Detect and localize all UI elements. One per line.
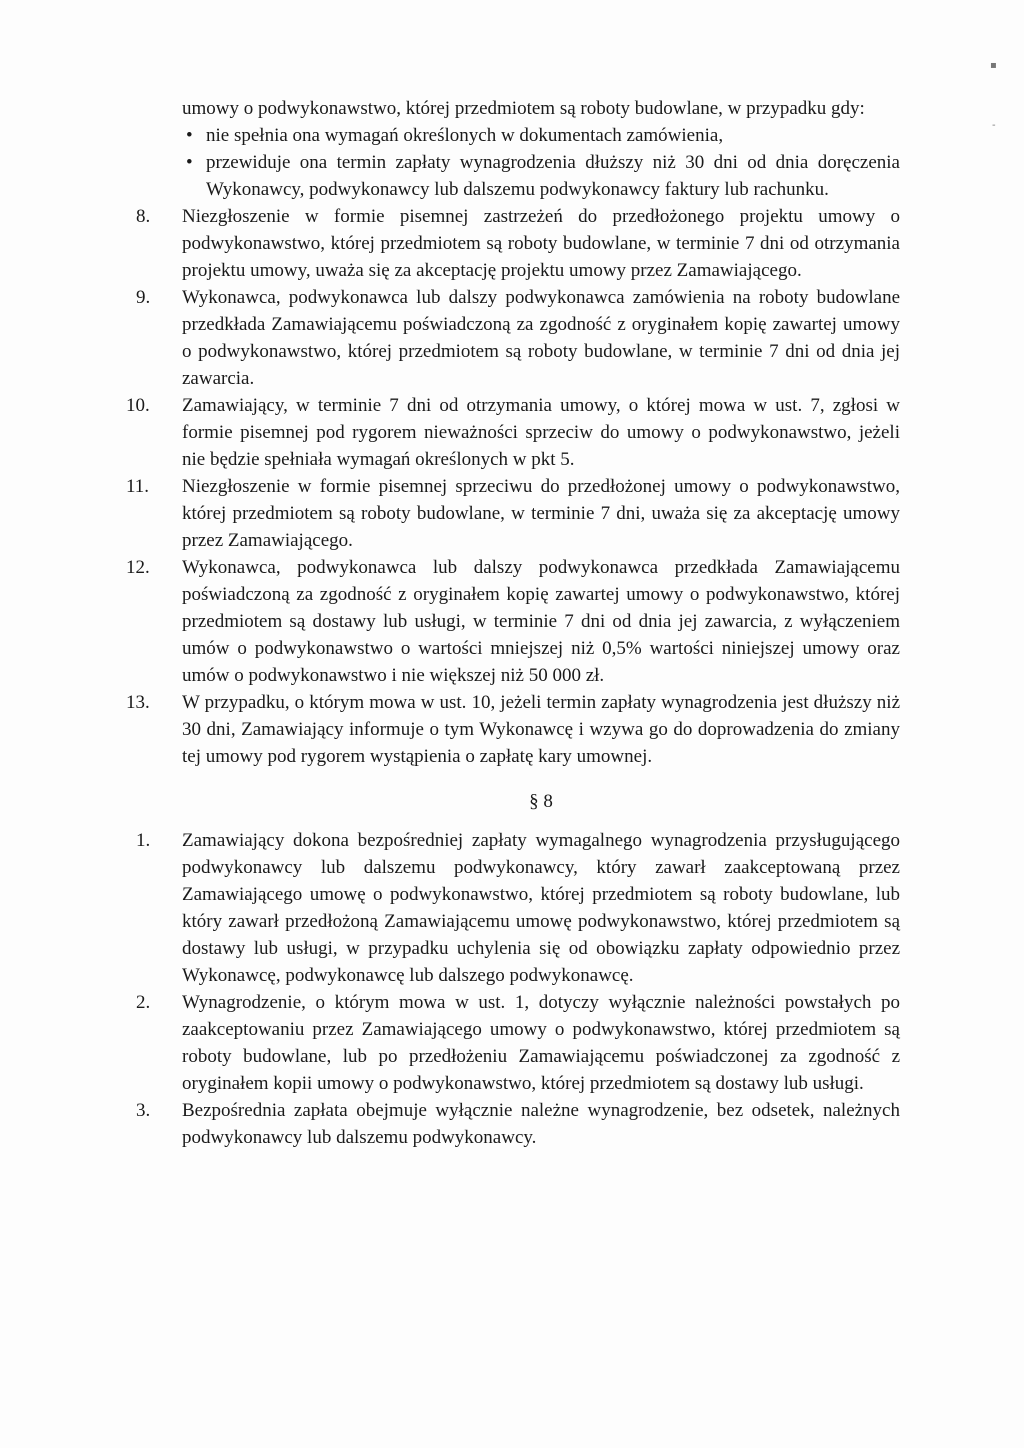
item-number: 9. bbox=[136, 287, 151, 308]
item-text: Wykonawca, podwykonawca lub dalszy podwykonawca zamówienia na roboty budowlane przedkłada Zamawiającemu poświadczoną za zgodność z oryginałem kopię zawartej umowy o podwykonawstwo, której przedmiotem są roboty budowlane, w terminie 7 dni od dnia jej zawarcia. bbox=[182, 287, 900, 389]
section-heading: § 8 bbox=[529, 791, 553, 812]
item-number: 2. bbox=[136, 992, 151, 1013]
list-item bbox=[136, 827, 900, 989]
list-item bbox=[126, 473, 900, 554]
list-item bbox=[126, 554, 900, 689]
intro-bullet-list bbox=[160, 122, 900, 203]
list-item bbox=[136, 203, 900, 284]
item-number: 3. bbox=[136, 1100, 151, 1121]
item-text: Zamawiający dokona bezpośredniej zapłaty wymagalnego wynagrodzenia przysługującego podwykonawcy lub dalszemu podwykonawcy, który zawarł zaakceptowaną przez Zamawiającego umowę o podwykonawstwo, której przedmiotem są roboty budowlane, lub który zawarł przedłożoną Zamawiającemu umowę podwykonawstwo, której przedmiotem są dostawy lub usługi, w przypadku uchylenia się od obowiązku zapłaty odpowiednio przez Wykonawcę, podwykonawcę lub dalszego podwykonawcę. bbox=[182, 830, 900, 986]
bullet-icon: • bbox=[186, 152, 193, 173]
item-text: Niezgłoszenie w formie pisemnej zastrzeżeń do przedłożonego projektu umowy o podwykonawstwo, której przedmiotem są roboty budowlane, w terminie 7 dni od otrzymania projektu umowy, uważa się za akceptację projektu umowy przez Zamawiającego. bbox=[182, 206, 900, 281]
item-text: Wynagrodzenie, o którym mowa w ust. 1, dotyczy wyłącznie należności powstałych po zaakceptowaniu przez Zamawiającego umowy o podwykonawstwo, której przedmiotem są roboty budowlane, lub po przedłożeniu Zamawiającemu poświadczonej za zgodność z oryginałem kopii umowy o podwykonawstwo, której przedmiotem są dostawy lub usługi. bbox=[182, 992, 900, 1094]
numbered-list-section bbox=[136, 827, 900, 1151]
item-number: 10. bbox=[126, 395, 150, 416]
list-item bbox=[126, 392, 900, 473]
scan-speck: ▪ bbox=[990, 60, 997, 71]
item-number: 11. bbox=[126, 476, 150, 497]
item-text: Zamawiający, w terminie 7 dni od otrzymania umowy, o której mowa w ust. 7, zgłosi w formie pisemnej pod rygorem nieważności sprzeciw do umowy o podwykonawstwo, jeżeli nie będzie spełniała wymagań określonych w pkt 5. bbox=[182, 395, 900, 470]
item-number: 13. bbox=[126, 692, 150, 713]
bullet-text: przewiduje ona termin zapłaty wynagrodzenia dłuższy niż 30 dni od dnia doręczenia Wykonawcy, podwykonawcy lub dalszemu podwykonawcy faktury lub rachunku. bbox=[206, 152, 900, 200]
item-text: Wykonawca, podwykonawca lub dalszy podwykonawca przedkłada Zamawiającemu poświadczoną za zgodność z oryginałem kopię zawartej umowy o podwykonawstwo, której przedmiotem są dostawy lub usługi, w terminie 7 dni od dnia jej zawarcia, z wyłączeniem umów o podwykonawstwo o wartości mniejszej niż 0,5% wartości niniejszej umowy oraz umów o podwykonawstwo i nie większej niż 50 000 zł. bbox=[182, 557, 900, 686]
item-number: 1. bbox=[136, 830, 151, 851]
list-item bbox=[136, 1097, 900, 1151]
document-body bbox=[126, 95, 900, 1151]
list-item bbox=[136, 989, 900, 1097]
item-number: 12. bbox=[126, 557, 150, 578]
intro-paragraph: umowy o podwykonawstwo, której przedmiotem są roboty budowlane, w przypadku gdy: bbox=[182, 98, 865, 119]
bullet-item bbox=[160, 149, 900, 203]
numbered-list-part1 bbox=[126, 203, 900, 770]
bullet-text: nie spełnia ona wymagań określonych w dokumentach zamówienia, bbox=[206, 125, 724, 146]
scan-speck: - bbox=[992, 120, 996, 131]
item-text: Bezpośrednia zapłata obejmuje wyłącznie należne wynagrodzenie, bez odsetek, należnych podwykonawcy lub dalszemu podwykonawcy. bbox=[182, 1100, 900, 1148]
item-text: W przypadku, o którym mowa w ust. 10, jeżeli termin zapłaty wynagrodzenia jest dłuższy niż 30 dni, Zamawiający informuje o tym Wykonawcę i wzywa go do doprowadzenia do zmiany tej umowy pod rygorem wystąpienia o zapłatę kary umownej. bbox=[182, 692, 900, 767]
list-item bbox=[126, 689, 900, 770]
bullet-icon: • bbox=[186, 125, 193, 146]
list-item bbox=[136, 284, 900, 392]
item-number: 8. bbox=[136, 206, 151, 227]
item-text: Niezgłoszenie w formie pisemnej sprzeciwu do przedłożonej umowy o podwykonawstwo, której przedmiotem są roboty budowlane, w terminie 7 dni, uważa się za akceptację umowy przez Zamawiającego. bbox=[182, 476, 900, 551]
bullet-item bbox=[160, 122, 900, 149]
